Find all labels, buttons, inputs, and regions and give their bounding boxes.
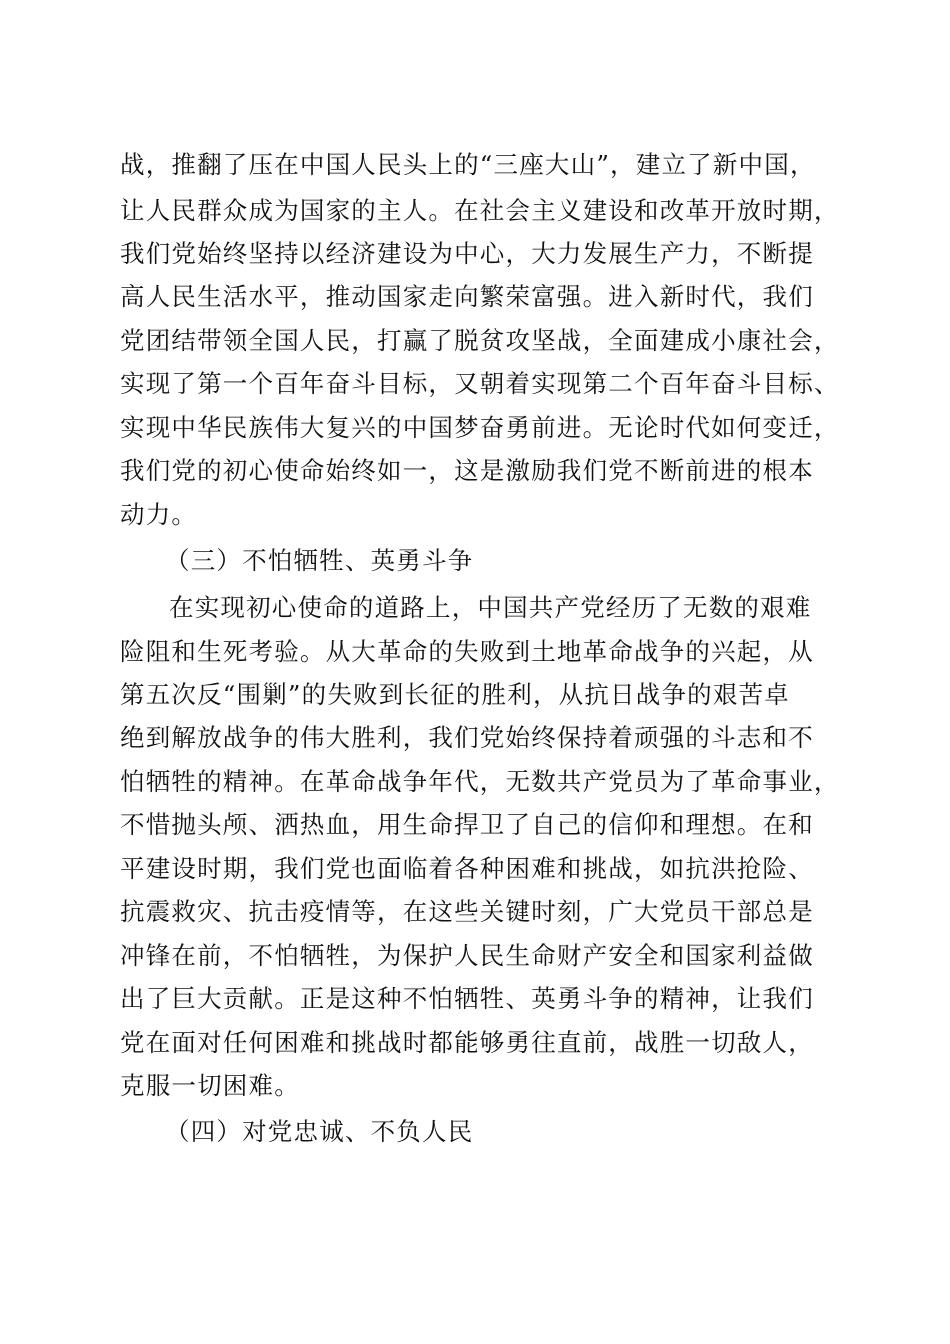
paragraph-line: 让人民群众成为国家的主人。在社会主义建设和改革开放时期， [120, 196, 840, 225]
paragraph-line: 实现了第一个百年奋斗目标，又朝着实现第二个百年奋斗目标、 [120, 369, 840, 398]
paragraph-line: 不惜抛头颅、洒热血，用生命捍卫了自己的信仰和理想。在和 [120, 810, 814, 839]
paragraph-line: 党团结带领全国人民，打赢了脱贫攻坚战，全面建成小康社会， [120, 326, 840, 355]
paragraph-line: 战，推翻了压在中国人民头上的“三座大山”，建立了新中国， [120, 150, 816, 179]
paragraph-line: 动力。 [120, 500, 198, 529]
paragraph-line: 我们党的初心使命始终如一，这是激励我们党不断前进的根本 [120, 456, 814, 485]
paragraph-line: 出了巨大贡献。正是这种不怕牺牲、英勇斗争的精神，让我们 [120, 984, 814, 1013]
paragraph-line: 实现中华民族伟大复兴的中国梦奋勇前进。无论时代如何变迁， [120, 413, 840, 442]
paragraph-line: 克服一切困难。 [120, 1071, 300, 1100]
section-heading-three: （三）不怕牺牲、英勇斗争 [165, 546, 474, 575]
paragraph-line: 怕牺牲的精神。在革命战争年代，无数共产党员为了革命事业， [120, 767, 840, 796]
paragraph-line: 高人民生活水平，推动国家走向繁荣富强。进入新时代，我们 [120, 282, 814, 311]
paragraph-line: 抗震救灾、抗击疫情等，在这些关键时刻，广大党员干部总是 [120, 897, 814, 926]
paragraph-line: 我们党始终坚持以经济建设为中心，大力发展生产力，不断提 [120, 239, 814, 268]
paragraph-line: 平建设时期，我们党也面临着各种困难和挑战，如抗洪抢险、 [120, 854, 814, 883]
section-heading-four: （四）对党忠诚、不负人民 [165, 1117, 474, 1146]
paragraph-line: 第五次反“围剿”的失败到长征的胜利，从抗日战争的艰苦卓 [120, 680, 790, 709]
paragraph-line: 在实现初心使命的道路上，中国共产党经历了无数的艰难 [169, 593, 812, 622]
paragraph-line: 绝到解放战争的伟大胜利，我们党始终保持着顽强的斗志和不 [120, 723, 814, 752]
paragraph-line: 党在面对任何困难和挑战时都能够勇往直前，战胜一切敌人， [120, 1028, 814, 1057]
paragraph-line: 冲锋在前，不怕牺牲，为保护人民生命财产安全和国家利益做 [120, 941, 814, 970]
paragraph-line: 险阻和生死考验。从大革命的失败到土地革命战争的兴起，从 [120, 637, 814, 666]
